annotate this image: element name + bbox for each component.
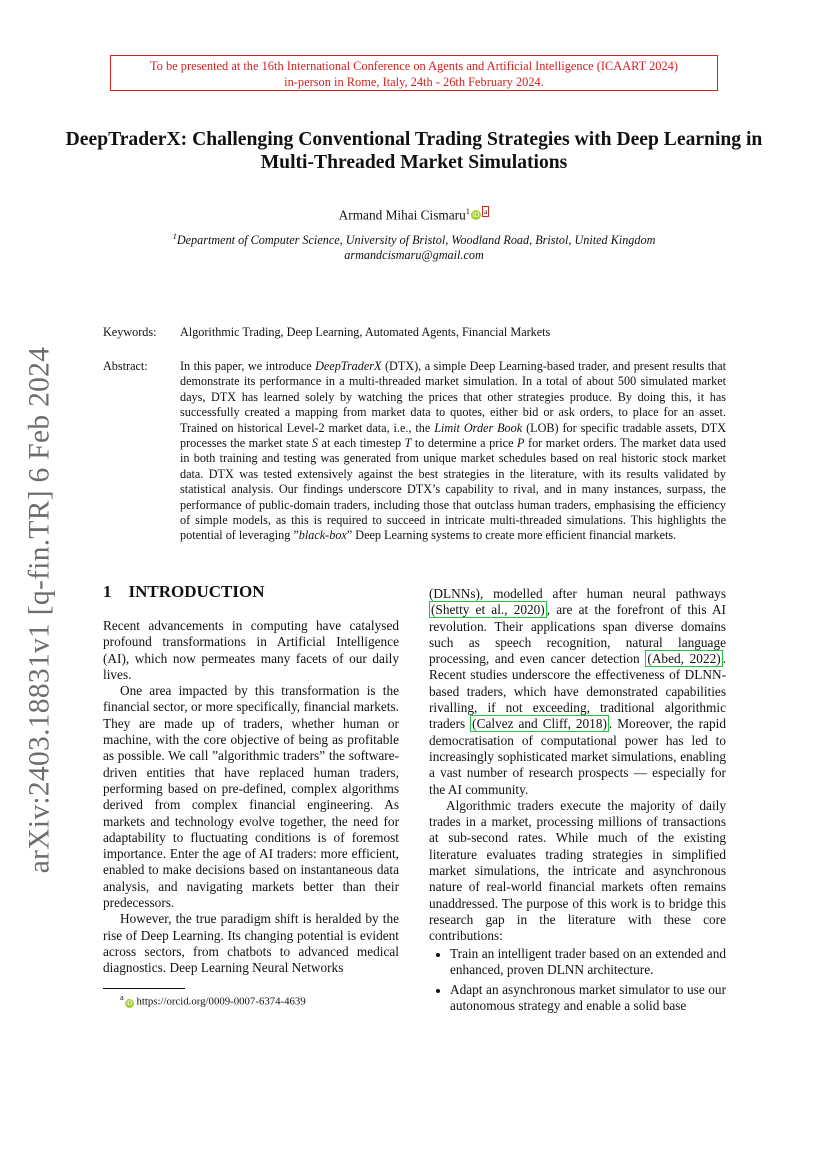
contribution-list: [429, 946, 726, 1015]
conference-line-1: To be presented at the 16th International Conference on Agents and Artificial Intelligence (ICAART 2024): [149, 59, 679, 73]
conference-notice: [110, 55, 718, 91]
orcid-footnote-mark[interactable]: a: [483, 207, 488, 217]
author-line: [60, 206, 768, 223]
abstract-label: Abstract:: [103, 359, 148, 373]
term-limit-order-book: Limit Order Book: [434, 420, 523, 435]
orcid-url[interactable]: https://orcid.org/0009-0007-6374-4639: [136, 995, 306, 1008]
abstract-text: In this paper, we introduce DeepTraderX (DTX), a simple Deep Learning-based trader, and present results that demonstrate its performance in a multi-threaded market simulation. In a total of about 500 simulated market days, DTX has learned solely by watching the prices that other strategies produce. By doing this, it has successfully created a mapping from market data to quotes, either bid or ask orders, to place for an asset. Trained on historical Level-2 market data, i.e., the Limit Order Book (LOB) for specific tradable assets, DTX processes the market state S at each timestep T to determine a price P for market orders. The market data used in both training and testing was generated from unique market schedules based on real historic stock market data. DTX was tested extensively against the best strategies in the literature, with its results validated by statistical analysis. Our findings underscore DTX’s capability to rival, and in many instances, surpass, the performance of public-domain traders, including those that outclass human traders, emphasising the efficiency of simple models, as this is required to succeed in intricate multi-threaded simulations. This highlights the potential of leveraging ”black-box” Deep Learning systems to create more efficient financial markets.: [180, 359, 726, 543]
orcid-icon: iD: [126, 999, 133, 1007]
citation-link[interactable]: (Calvez and Cliff, 2018): [472, 716, 607, 732]
orcid-icon[interactable]: iD: [472, 211, 480, 220]
citation-link[interactable]: (Abed, 2022): [647, 651, 721, 667]
citation-link[interactable]: (Shetty et al., 2020): [431, 602, 545, 618]
paragraph: Recent advancements in computing have catalysed profound transformations in Artificial Intelligence (AI), which now permeates many facets of our daily lives.: [103, 618, 399, 682]
conference-line-2: in-person in Rome, Italy, 24th - 26th February 2024.: [284, 75, 544, 89]
keywords-text: Algorithmic Trading, Deep Learning, Automated Agents, Financial Markets: [180, 325, 551, 339]
author-email: armandcismaru@gmail.com: [344, 248, 484, 263]
paragraph: However, the true paradigm shift is heralded by the rise of Deep Learning. Its changing potential is evident across sectors, from chatbots to advanced medical diagnostics. Deep Learning Neural Networks: [103, 911, 399, 976]
paper-title: DeepTraderX: Challenging Conventional Trading Strategies with Deep Learning in Multi-Threaded Market Simulations: [65, 129, 763, 173]
list-item: • Adapt an asynchronous market simulator to use our autonomous strategy and enable a solid base: [450, 982, 726, 1015]
section-title: INTRODUCTION: [128, 582, 265, 601]
keywords-label: Keywords:: [103, 325, 157, 339]
paragraph: Algorithmic traders execute the majority of daily trades in a market, processing millions of transactions at sub-second rates. While much of the existing literature evaluates trading strategies in simplified market simulations, the intricate and asynchronous nature of real-world financial markets often remains unaddressed. The purpose of this work is to bridge this research gap in the literature with these core contributions:: [429, 797, 726, 944]
arxiv-id-text: arXiv:2403.18831v1 [q-fin.TR] 6 Feb 2024: [23, 346, 56, 874]
footnote-rule: [103, 988, 185, 989]
paragraph: (DLNNs), modelled after human neural pathways (Shetty et al., 2020) , are at the forefront of this AI revolution. Their applications span diverse domains such as speech recognition, natural language processing, and even cancer detection (Abed, 2022) . Recent studies underscore the effectiveness of DLNN-based traders, which have demonstrated capabilities rivalling, if not exceeding, traditional algorithmic traders (Calvez and Cliff, 2018) . Moreover, the rapid democratisation of computational power has led to increasingly sophisticated market simulations, enabling a vast number of research prospects — especially for the AI community.: [429, 586, 727, 797]
section-heading: [103, 582, 265, 602]
author-superscript: 1: [465, 206, 470, 216]
footnote-mark: a: [120, 992, 124, 1002]
term-deeptraderx: DeepTraderX: [315, 359, 382, 373]
arxiv-identifier: [14, 340, 66, 880]
list-item: • Train an intelligent trader based on an extended and enhanced, proven DLNN architecture.: [450, 946, 726, 979]
section-number: 1: [103, 582, 112, 601]
affiliation-superscript: 1: [172, 231, 177, 241]
affiliation: Department of Computer Science, University of Bristol, Woodland Road, Bristol, United Kingdom: [176, 233, 656, 248]
paragraph: One area impacted by this transformation is the financial sector, or more specifically, financial markets. They are made up of traders, whether human or machine, with the core objective of being as profitable as possible. We call ”algorithmic traders” the software-driven entities that have replaced human traders, performing based on pre-defined, complex algorithms derived from complex financial engineering. As markets and technology evolve together, the need for adaptability to fluctuating conditions is of foremost importance. Enter the age of AI traders: more efficient, enabled to make decisions based on instantaneous data analysis, and navigating markets better than their predecessors.: [103, 683, 399, 911]
right-column: [429, 586, 726, 1019]
author-name: Armand Mihai Cismaru: [338, 207, 466, 223]
footnote: [120, 992, 306, 1008]
left-column: [103, 618, 399, 977]
term-black-box: black-box: [298, 528, 347, 543]
affiliation-block: [60, 229, 768, 263]
